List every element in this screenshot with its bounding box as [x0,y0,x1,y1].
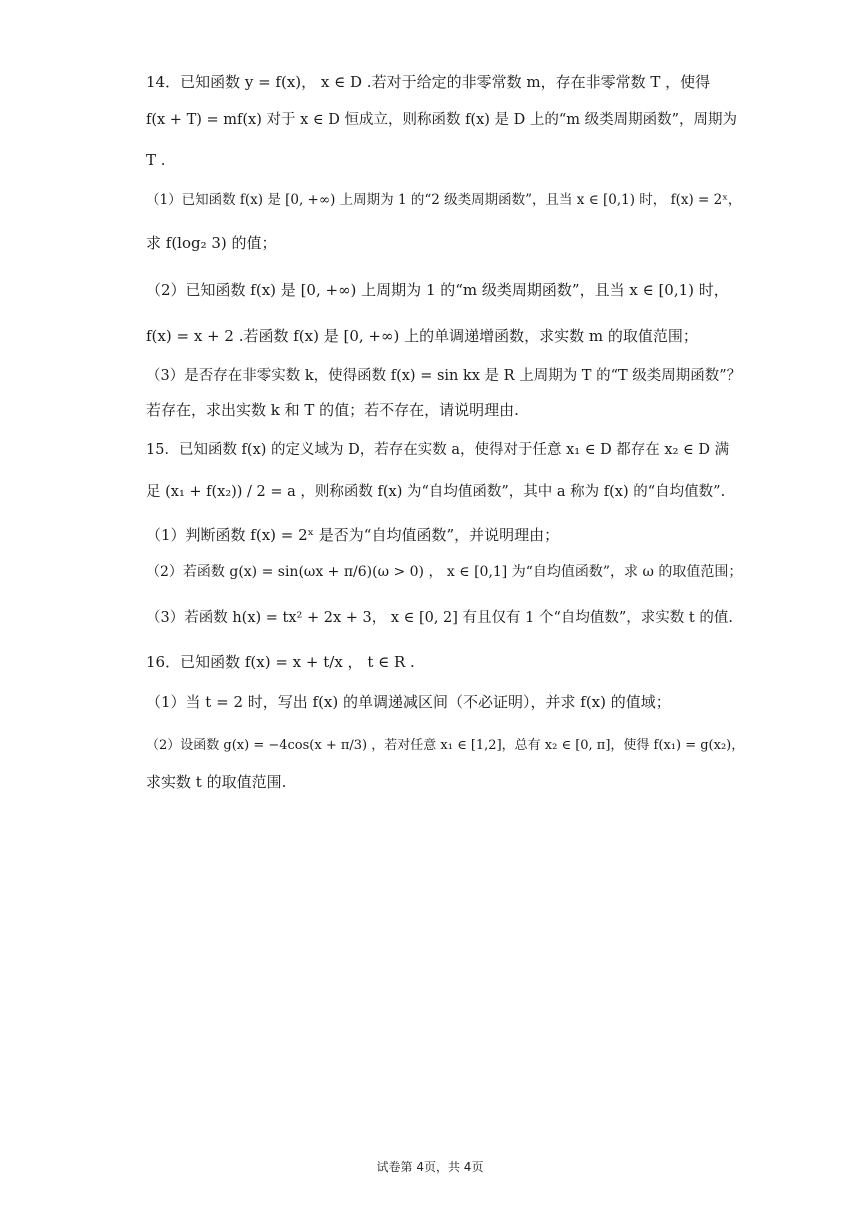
page-footer: 试卷第 4页，共 4页 [376,1160,484,1174]
q15-part1: （1）判断函数 f(x) = 2ˣ 是否为“自均值函数”，并说明理由； [146,526,560,544]
q14-part1-line-2: 求 f(log₂ 3) 的值； [146,234,277,252]
q15-line-2: 足 (x₁ + f(x₂)) / 2 = a ，则称函数 f(x) 为“自均值函数”，其中 a 称为 f(x) 的“自均值数”. [146,484,726,500]
q16-part1: （1）当 t = 2 时，写出 f(x) 的单调递减区间（不必证明），并求 f(x) 的值域； [146,693,671,711]
q14-part2-line-2: f(x) = x + 2 .若函数 f(x) 是 [0, +∞) 上的单调递增函数，求实数 m 的取值范围； [146,327,698,345]
q15-part2: （2）若函数 g(x) = sin(ωx + π/6)(ω > 0) ， x ∈ [0,1] 为“自均值函数”，求 ω 的取值范围； [146,564,743,580]
q14-line-2: f(x + T) = mf(x) 对于 x ∈ D 恒成立，则称函数 f(x) 是 D 上的“m 级类周期函数”，周期为 [146,112,738,128]
q14-part1-line-1: （1）已知函数 f(x) 是 [0, +∞) 上周期为 1 的“2 级类周期函数”，且当 x ∈ [0,1) 时， f(x) = 2ˣ， [146,192,742,208]
q16-part2-line-1: （2）设函数 g(x) = −4cos(x + π/3) ，若对任意 x₁ ∈ [1,2]，总有 x₂ ∈ [0, π]，使得 f(x₁) = g(x₂)， [146,738,745,753]
q14-part2-line-1: （2）已知函数 f(x) 是 [0, +∞) 上周期为 1 的“m 级类周期函数”，且当 x ∈ [0,1) 时， [146,281,729,299]
q14-line-3: T . [146,151,166,169]
q15-part3: （3）若函数 h(x) = tx² + 2x + 3， x ∈ [0, 2] 有且仅有 1 个“自均值数”，求实数 t 的值. [146,610,733,626]
q14-part3-line-2: 若存在，求出实数 k 和 T 的值；若不存在，请说明理由. [146,401,519,419]
q16-part2-line-2: 求实数 t 的取值范围. [146,773,287,791]
q14-part3-line-1: （3）是否存在非零实数 k，使得函数 f(x) = sin kx 是 R 上周期为 T 的“T 级类周期函数”？ [146,368,742,384]
q14-line-1: 14．已知函数 y = f(x)， x ∈ D .若对于给定的非零常数 m，存在非零常数 T ，使得 [146,73,711,91]
q16-line-1: 16．已知函数 f(x) = x + t/x ， t ∈ R . [146,653,415,671]
q15-line-1: 15．已知函数 f(x) 的定义域为 D，若存在实数 a，使得对于任意 x₁ ∈ D 都存在 x₂ ∈ D 满 [146,442,730,458]
